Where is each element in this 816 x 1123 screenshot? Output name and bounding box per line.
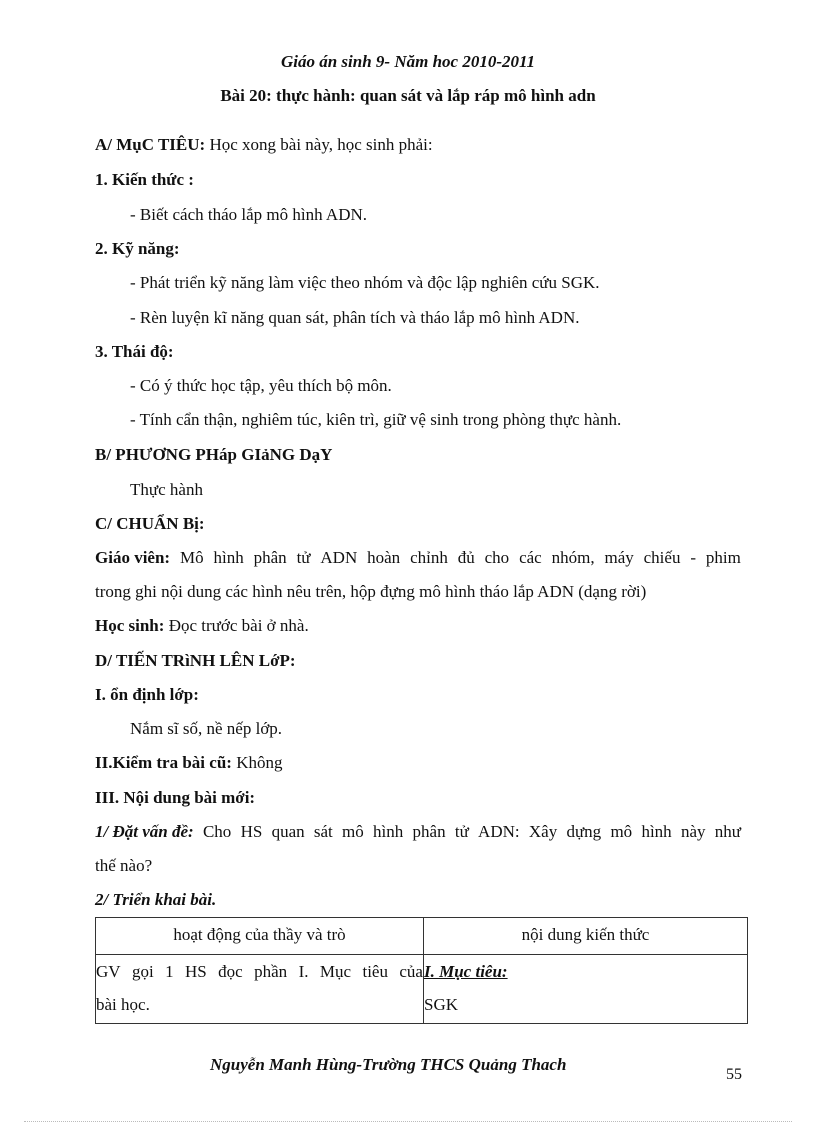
class-order-text: Nắm sĩ số, nề nếp lớp.: [130, 719, 283, 738]
problem-line: [95, 822, 741, 842]
problem-word: hình: [373, 822, 404, 841]
teacher-word: máy: [604, 548, 634, 567]
teacher-word: đủ: [457, 548, 475, 567]
lesson-title: Bài 20: thực hành: quan sát và lắp ráp mô hình adn: [220, 86, 596, 105]
problem-word: HS: [240, 822, 263, 841]
table-header-activities: hoạt động của thầy và trò: [96, 918, 424, 955]
footer-author: Nguyễn Manh Hùng-Trường THCS Quảng Thach: [210, 1055, 567, 1074]
objectives-line: [95, 135, 433, 155]
lesson-table: [95, 917, 748, 1024]
student-text: Đọc trước bài ở nhà.: [164, 616, 309, 635]
objectives-text: Học xong bài này, học sinh phải:: [205, 135, 433, 154]
table-cell-content: [424, 955, 748, 1024]
teacher-word: hình: [213, 548, 244, 567]
attitude-item-2: - Tính cẩn thận, nghiêm túc, kiên trì, giữ vệ sinh trong phòng thực hành.: [130, 410, 622, 429]
problem-word: phân: [412, 822, 446, 841]
activity-line-2: bài học.: [96, 995, 150, 1014]
problem-word: tử: [454, 822, 469, 841]
student-label: Học sinh:: [95, 616, 165, 635]
problem-word: quan: [271, 822, 305, 841]
skills-heading: 2. Kỹ năng:: [95, 239, 180, 258]
table-header-row: [96, 918, 748, 955]
objective-subheading: I. Mục tiêu:: [424, 962, 508, 981]
problem-word: sát: [313, 822, 333, 841]
activity-line-1: [96, 955, 423, 988]
problem-word: này: [680, 822, 706, 841]
teacher-label: Giáo viên:: [95, 548, 171, 567]
table-row: [96, 955, 748, 1024]
method-text: Thực hành: [130, 480, 203, 499]
problem-word: ADN:: [478, 822, 520, 841]
table-cell-activity: [96, 955, 424, 1024]
teacher-word: hoàn: [367, 548, 401, 567]
teacher-word: tử: [296, 548, 311, 567]
problem-word: Cho: [202, 822, 232, 841]
document-header: Giáo án sinh 9- Năm hoc 2010-2011: [280, 52, 536, 71]
problem-word: như: [714, 822, 741, 841]
page-bottom-rule: [24, 1121, 792, 1122]
teacher-word: Mô: [179, 548, 204, 567]
problem-word: mô: [342, 822, 364, 841]
knowledge-item: - Biết cách tháo lắp mô hình ADN.: [130, 205, 368, 224]
objectives-heading: A/ MụC TIÊU:: [95, 135, 206, 154]
page-number: 55: [726, 1066, 742, 1083]
problem-word: dựng: [566, 822, 602, 841]
deployment-heading: 2/ Triển khai bài.: [95, 890, 217, 909]
skills-item-1: - Phát triển kỹ năng làm việc theo nhóm và độc lập nghiên cứu SGK.: [130, 273, 600, 292]
procedure-heading: D/ TIẾN TRìNH LÊN LớP:: [95, 651, 296, 670]
new-lesson-heading: III. Nội dung bài mới:: [95, 788, 256, 807]
teacher-prep-line: [95, 548, 741, 568]
table-header-content: nội dung kiến thức: [424, 918, 748, 955]
preparation-heading: C/ CHUẨN Bị:: [95, 514, 205, 533]
teacher-word: cho: [484, 548, 510, 567]
activity-word: của: [399, 962, 423, 981]
activity-word: HS: [185, 962, 207, 981]
activity-word: phần: [254, 962, 288, 981]
teacher-word: chiếu: [643, 548, 681, 567]
teacher-word: -: [690, 548, 697, 567]
knowledge-heading: 1. Kiến thức :: [95, 170, 194, 189]
teacher-word: các: [519, 548, 542, 567]
attitude-item-1: - Có ý thức học tập, yêu thích bộ môn.: [130, 376, 392, 395]
attitude-heading: 3. Thái độ:: [95, 342, 174, 361]
activity-word: tiêu: [362, 962, 388, 981]
problem-line-2: thế nào?: [95, 856, 153, 875]
objective-content: SGK: [424, 995, 459, 1014]
problem-word: mô: [610, 822, 633, 841]
activity-word: GV: [96, 962, 121, 981]
activity-word: 1: [165, 962, 174, 981]
teacher-word: ADN: [320, 548, 358, 567]
teacher-word: phim: [705, 548, 741, 567]
teacher-word: chỉnh: [410, 548, 448, 567]
method-heading: B/ PHƯƠNG PHáp GIảNG DạY: [95, 445, 333, 464]
class-order-heading: I. ổn định lớp:: [95, 685, 199, 704]
activity-word: gọi: [131, 962, 154, 981]
teacher-prep-line-2: trong ghi nội dung các hình nêu trên, hộp đựng mô hình tháo lắp ADN (dạng rời): [95, 582, 647, 601]
activity-word: Mục: [319, 962, 352, 981]
activity-word: I.: [298, 962, 309, 981]
review-heading: II.Kiểm tra bài cũ:: [95, 753, 232, 772]
student-prep-line: [95, 616, 309, 636]
activity-word: đọc: [218, 962, 243, 981]
problem-label: 1/ Đặt vấn đề:: [95, 822, 194, 841]
review-line: [95, 753, 282, 773]
teacher-word: nhóm,: [551, 548, 595, 567]
teacher-word: phân: [253, 548, 287, 567]
review-text: Không: [231, 753, 283, 772]
skills-item-2: - Rèn luyện kĩ năng quan sát, phân tích và tháo lắp mô hình ADN.: [130, 308, 580, 327]
problem-word: hình: [641, 822, 672, 841]
problem-word: Xây: [528, 822, 558, 841]
